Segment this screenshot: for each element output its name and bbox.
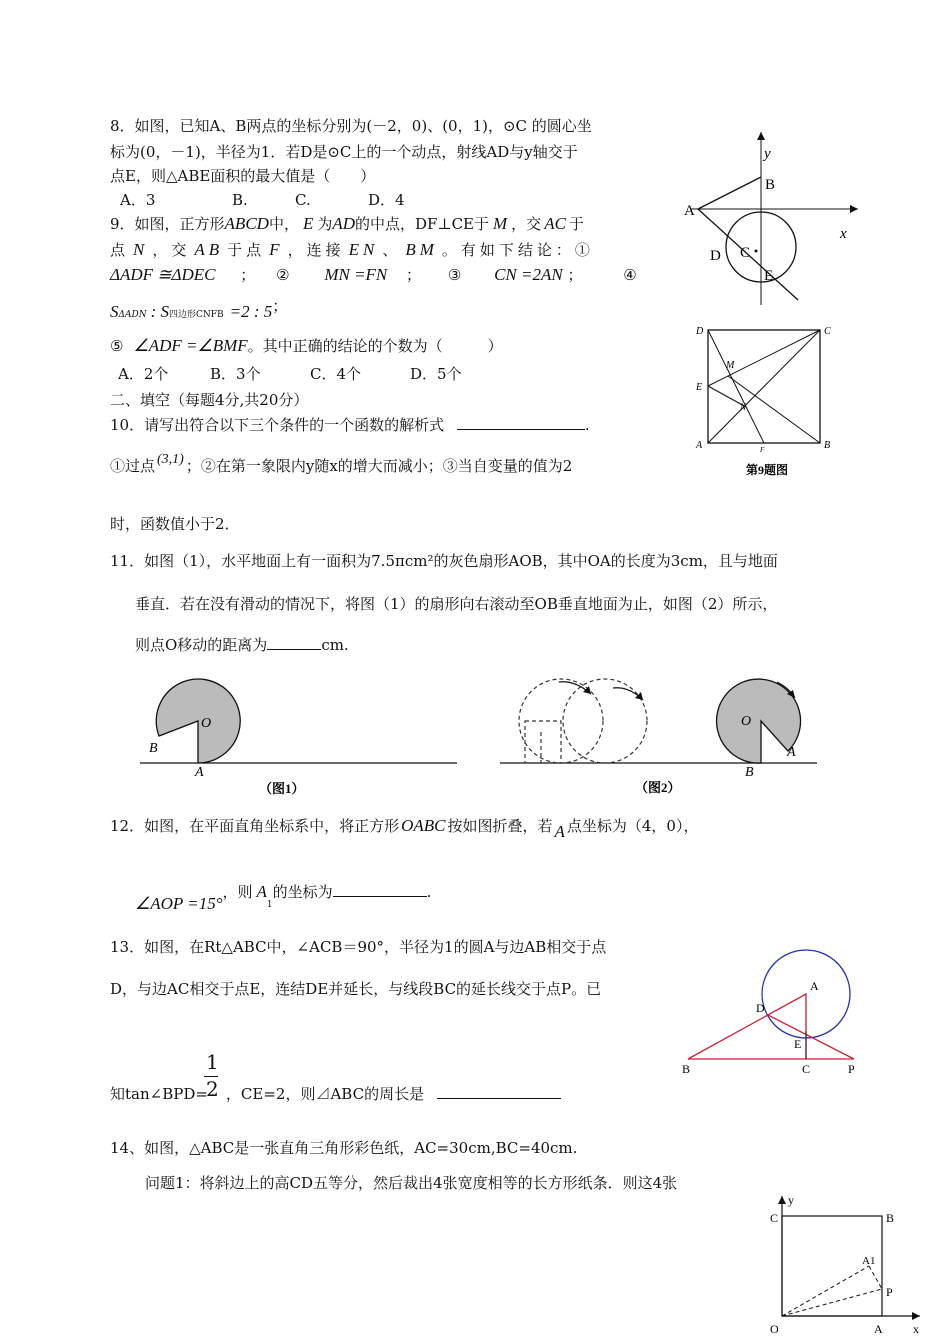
q9-label-b: B <box>824 440 831 451</box>
q9-line3 <box>110 265 637 285</box>
q9-line4 <box>110 297 288 325</box>
q12-label-c: C <box>770 1211 779 1225</box>
q11-line3 <box>135 635 349 655</box>
q8-option-b: B. <box>232 191 248 209</box>
q9-option-d: D．5个 <box>410 365 462 383</box>
q9-text: 的中点，DF⊥CE于 <box>355 215 489 233</box>
q9-area-symbol: : S <box>150 302 170 321</box>
q11-answer-blank[interactable] <box>267 635 321 650</box>
q8-label-d: D <box>710 248 721 264</box>
q9-label-e: E <box>696 382 703 393</box>
q9-conclusion-5: ∠ADF =∠BMF <box>133 336 248 355</box>
q8-option-c: C. <box>295 191 311 209</box>
q9-segment-ac: AC <box>544 214 566 233</box>
q9-text: ，连接 <box>287 241 345 259</box>
q9-label-n: N <box>740 402 747 412</box>
q8-option-a: A．3 <box>120 191 156 209</box>
q9-area-symbol: S <box>110 302 119 321</box>
q8-option-d: D．4 <box>368 191 405 209</box>
q12-label-p: P <box>886 1285 893 1299</box>
q10-line3: 时，函数值小于2． <box>110 515 240 533</box>
q9-option-b: B．3个 <box>210 365 261 383</box>
q9-caption: 第9题图 <box>746 463 789 477</box>
q12-label-b: B <box>886 1211 895 1225</box>
q10-line2 <box>110 452 573 478</box>
q12-text: 点坐标为（4，0）， <box>566 817 699 835</box>
q11-caption-1: （图1） <box>259 781 305 796</box>
q12-label-o: O <box>770 1322 779 1336</box>
q11-figure-2 <box>495 666 825 798</box>
q9-text: 为 <box>317 215 333 233</box>
q9-label-c: C <box>824 326 831 337</box>
q8-line3: 点E，则△ABE面积的最大值是（ ） <box>110 167 376 185</box>
q9-text: ，交 <box>511 215 542 233</box>
q9-segment-en: EN <box>348 240 379 259</box>
q11-label-b-2: B <box>745 765 754 780</box>
q10-answer-blank[interactable] <box>457 415 585 430</box>
q9-text: ； <box>406 266 422 284</box>
q8-figure <box>670 120 870 320</box>
q11-figure-1 <box>135 672 465 798</box>
q9-conclusion-3: CN =2AN <box>494 265 563 284</box>
q8-label-c: C <box>740 245 751 261</box>
q11-text: cm. <box>321 636 349 654</box>
q9-figure <box>688 318 838 480</box>
q13-line1: 13．如图，在Rt△ABC中，∠ACB＝90°，半径为1的圆A与边AB相交于点 <box>110 938 607 956</box>
q9-line1 <box>110 214 584 234</box>
q13-figure <box>676 938 876 1078</box>
q10-text: 10．请写出符合以下三个条件的一个函数的解析式 <box>110 416 445 434</box>
q11-label-a: A <box>195 765 204 780</box>
q12-fold-line-op <box>782 1289 882 1316</box>
q9-label-d: D <box>696 326 704 337</box>
q10-text: ；②在第一象限内y随x的增大而减小；③当自变量的值为2 <box>185 457 573 475</box>
q11-label-o-2: O <box>741 714 752 729</box>
q9-segment-ab: AB <box>194 240 224 259</box>
q9-text: 中， <box>268 215 299 233</box>
q12-square-name: OABC <box>401 816 446 835</box>
q12-text: 按如图折叠，若 <box>447 817 553 835</box>
q14-line1: 14、如图，△ABC是一张直角三角形彩色纸，AC=30cm,BC=40cm. <box>110 1139 578 1157</box>
q11-line1: 11．如图（1），水平地面上有一面积为7.5πcm²的灰色扇形AOB，其中OA的长度为3cm，且与地面 <box>110 552 778 570</box>
q10-text: ①过点 <box>110 457 156 475</box>
q8-y-arrow-icon <box>757 132 765 140</box>
q13-line3 <box>110 1084 561 1104</box>
q11-label-a-2: A <box>787 745 796 760</box>
q9-text: ② <box>276 266 290 284</box>
q13-label-d: D <box>756 1001 765 1015</box>
q9-text: ⑤ <box>110 337 124 355</box>
q9-line5 <box>110 336 503 356</box>
q12-line2 <box>135 882 432 913</box>
q9-text: 。有如下结论：① <box>441 241 594 259</box>
q13-triangle-abc <box>688 994 806 1059</box>
q13-frac-num: 1 <box>206 1050 219 1074</box>
q9-diagonal-ac <box>708 330 820 443</box>
q9-area-ratio: =2 : 5 <box>229 302 273 321</box>
q12-label-y: y <box>788 1193 794 1207</box>
q10-text: . <box>584 416 590 434</box>
q9-text: 。其中正确的结论的个数为（ ） <box>247 337 503 355</box>
q9-text: ； <box>272 297 288 315</box>
q9-text: 点 <box>110 241 130 259</box>
q13-label-p: P <box>848 1062 855 1076</box>
q13-label-e: E <box>794 1037 802 1051</box>
q13-line-dp <box>768 1015 854 1059</box>
q8-x-arrow-icon <box>850 205 858 213</box>
q9-label-a: A <box>696 440 703 451</box>
q9-text: 9．如图，正方形 <box>110 215 225 233</box>
q14-line2: 问题1：将斜边上的高CD五等分，然后裁出4张宽度相等的长方形纸条．则这4张 <box>145 1174 678 1192</box>
q13-answer-blank[interactable] <box>437 1084 561 1099</box>
q9-label-f: F <box>760 446 765 454</box>
q10-point: (3,1) <box>157 452 184 467</box>
q8-line2: 标为(0，－1)，半径为1．若D是⊙C上的一个动点，射线AD与y轴交于 <box>110 143 578 161</box>
q11-line2: 垂直．若在没有滑动的情况下，将图（1）的扇形向右滚动至OB垂直地面为止，如图（2）所示， <box>135 595 778 613</box>
q9-segment-ce <box>708 330 820 386</box>
q12-text: ，则 <box>222 883 253 901</box>
q13-frac-den: 2 <box>206 1077 219 1101</box>
q12-text: 12．如图，在平面直角坐标系中，将正方形 <box>110 817 400 835</box>
q12-label-a1: A1 <box>862 1255 876 1267</box>
q8-label-x: x <box>840 226 847 242</box>
q9-text: ，交 <box>152 241 191 259</box>
q11-arrow-icon <box>583 686 591 694</box>
q11-rolling-circle-2 <box>563 679 647 763</box>
q9-text: 于 <box>568 215 584 233</box>
q12-line1 <box>110 816 699 841</box>
q9-point-n: N <box>133 240 149 259</box>
q12-point-a: A <box>554 822 565 841</box>
q9-line2 <box>110 240 594 260</box>
q13-label-a: A <box>810 979 819 993</box>
q12-label-a: A <box>874 1322 883 1336</box>
q9-point-e: E <box>302 214 314 233</box>
q8-segment-ab <box>698 177 761 209</box>
q9-text: ③ <box>447 266 462 284</box>
q8-center-dot <box>755 250 758 253</box>
q12-text: . <box>426 883 432 901</box>
q13-text: 知tan∠BPD= <box>110 1085 208 1103</box>
q9-conclusion-1: ΔADF ≅ΔDEC <box>110 265 216 284</box>
q12-figure <box>758 1190 928 1344</box>
q12-y-arrow-icon <box>778 1196 786 1204</box>
q12-subscript: 1 <box>266 900 273 910</box>
q9-text: ④ <box>623 266 637 284</box>
q12-point-a1: A <box>256 882 267 901</box>
q9-segment-bm: BM <box>405 240 438 259</box>
q8-label-b: B <box>765 177 776 193</box>
q12-answer-blank[interactable] <box>333 882 427 897</box>
q9-label-m: M <box>726 360 735 371</box>
q13-line2: D，与边AC相交于点E，连结DE并延长，与线段BC的延长线交于点P。已 <box>110 980 602 998</box>
q13-label-c: C <box>802 1062 811 1076</box>
q12-label-x: x <box>913 1322 919 1336</box>
q12-segment-a1p <box>869 1266 882 1289</box>
q10-line1 <box>110 415 590 435</box>
q11-dashed-box <box>525 721 561 763</box>
section2-heading: 二、填空（每题4分,共20分） <box>110 391 309 409</box>
q8-label-e: E <box>764 268 774 284</box>
q9-option-a: A．2个 <box>118 365 169 383</box>
q9-area-sub-2: 四边形CNFB <box>169 310 224 320</box>
q8-label-a: A <box>684 203 695 219</box>
q13-label-b: B <box>682 1062 691 1076</box>
q11-text: 则点O移动的距离为 <box>135 636 268 654</box>
q11-label-o: O <box>201 716 212 731</box>
q11-caption-2: （图2） <box>635 780 681 795</box>
q9-point-f: F <box>269 240 284 259</box>
q9-text: 于点 <box>227 241 266 259</box>
q9-option-c: C．4个 <box>310 365 362 383</box>
q11-sector-1 <box>156 679 240 763</box>
q9-conclusion-2: MN =FN <box>324 265 388 284</box>
q9-area-sub-1: ΔADN <box>118 310 147 320</box>
q12-segment-oa1 <box>782 1266 869 1316</box>
q12-x-arrow-icon <box>912 1312 920 1320</box>
q12-angle: ∠AOP =15° <box>135 894 223 913</box>
q9-segment-ad: AD <box>332 214 356 233</box>
q8-line1: 8．如图，已知A、B两点的坐标分别为(－2，0)、(0，1)，⊙C 的圆心坐 <box>110 117 592 135</box>
q9-segment-df <box>708 330 764 443</box>
q11-label-b: B <box>149 741 158 756</box>
q9-square-name: ABCD <box>224 214 269 233</box>
q9-text: ； <box>240 266 256 284</box>
q9-text: 、 <box>382 241 402 259</box>
q8-label-y: y <box>764 146 771 162</box>
q9-text: ； <box>567 266 583 284</box>
q9-point-m: M <box>493 214 508 233</box>
q13-text: ，CE=2，则⊿ABC的周长是 <box>225 1085 425 1103</box>
q12-text: 的坐标为 <box>272 883 333 901</box>
